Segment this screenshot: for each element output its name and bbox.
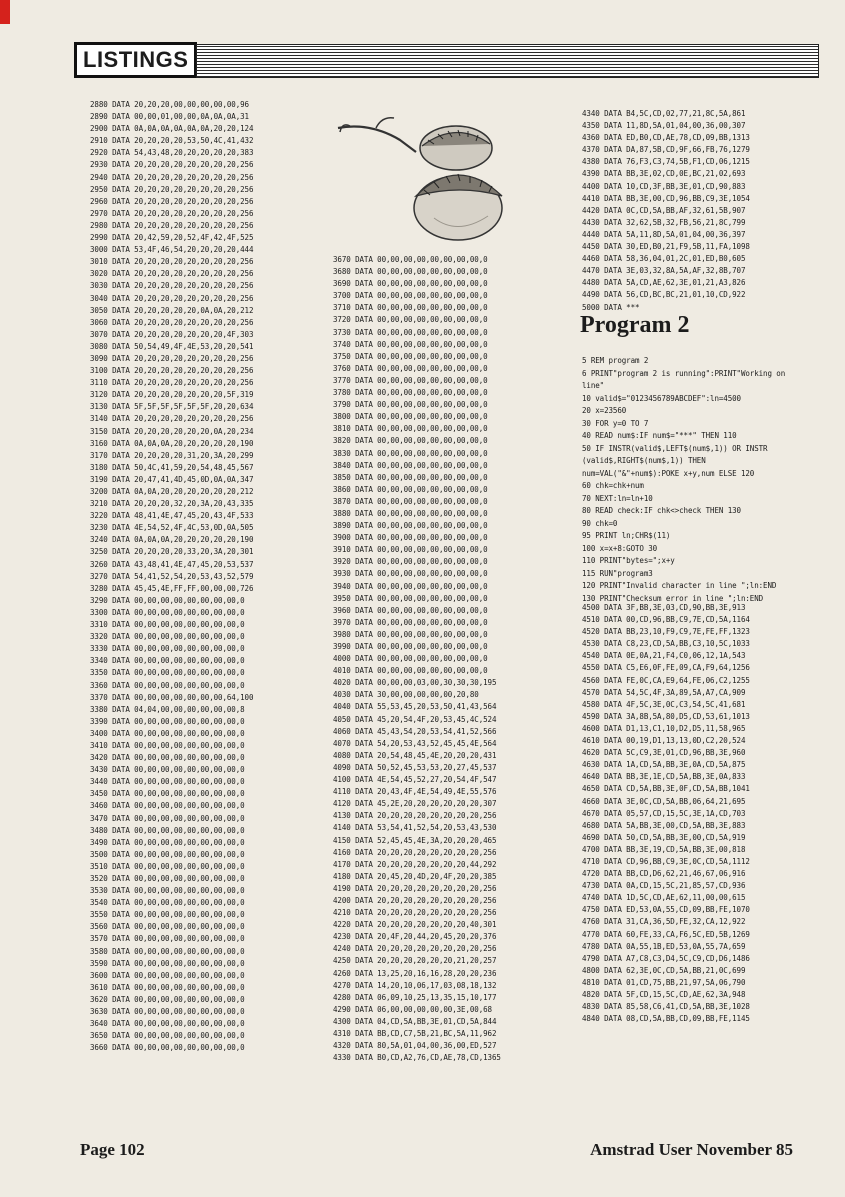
code-line: 3620 DATA 00,00,00,00,00,00,00,00,0	[90, 994, 245, 1004]
code-line: 3110 DATA 20,20,20,20,20,20,20,20,256	[90, 378, 254, 388]
code-line: 95 PRINT ln;CHR$(11)	[582, 531, 671, 540]
code-line: 3740 DATA 00,00,00,00,00,00,00,00,0	[333, 339, 488, 349]
code-line: 3770 DATA 00,00,00,00,00,00,00,00,0	[333, 375, 488, 385]
code-line: 60 chk=chk+num	[582, 481, 644, 490]
code-line: 3260 DATA 43,48,41,4E,47,45,20,53,537	[90, 559, 254, 569]
code-line: 4430 DATA 32,62,5B,32,FB,56,21,8C,799	[582, 217, 746, 227]
code-line: 3280 DATA 45,45,4E,FF,FF,00,00,00,726	[90, 583, 254, 593]
code-line: 3220 DATA 48,41,4E,47,45,20,43,4F,533	[90, 511, 254, 521]
code-line: 2950 DATA 20,20,20,20,20,20,20,20,256	[90, 184, 254, 194]
code-line: 4570 DATA 54,5C,4F,3A,89,5A,A7,CA,909	[582, 687, 746, 697]
code-line: 4150 DATA 52,45,45,4E,3A,20,20,20,465	[333, 835, 497, 845]
code-line: 4530 DATA C8,23,CD,5A,BB,C3,10,5C,1033	[582, 639, 750, 649]
code-line: 4190 DATA 20,20,20,20,20,20,20,20,256	[333, 883, 497, 893]
code-line: 4080 DATA 20,54,48,45,4E,20,20,20,431	[333, 750, 497, 760]
code-line: 3160 DATA 0A,0A,0A,20,20,20,20,20,190	[90, 438, 254, 448]
code-line: 3910 DATA 00,00,00,00,00,00,00,00,0	[333, 545, 488, 555]
code-line: 3100 DATA 20,20,20,20,20,20,20,20,256	[90, 366, 254, 376]
code-line: 3370 DATA 00,00,00,00,00,00,00,64,100	[90, 692, 254, 702]
code-line: 4140 DATA 53,54,41,52,54,20,53,43,530	[333, 823, 497, 833]
code-line: 3730 DATA 00,00,00,00,00,00,00,00,0	[333, 327, 488, 337]
code-line: 4660 DATA 3E,0C,CD,5A,BB,06,64,21,695	[582, 796, 746, 806]
code-line: 4000 DATA 00,00,00,00,00,00,00,00,0	[333, 654, 488, 664]
code-line: 3210 DATA 20,20,20,32,20,3A,20,43,335	[90, 499, 254, 509]
code-line: 4030 DATA 30,00,00,00,00,00,20,80	[333, 690, 479, 700]
code-line: 3830 DATA 00,00,00,00,00,00,00,00,0	[333, 448, 488, 458]
code-line: 4210 DATA 20,20,20,20,20,20,20,20,256	[333, 908, 497, 918]
code-line: 3640 DATA 00,00,00,00,00,00,00,00,0	[90, 1019, 245, 1029]
code-line: 4200 DATA 20,20,20,20,20,20,20,20,256	[333, 895, 497, 905]
code-line: 3930 DATA 00,00,00,00,00,00,00,00,0	[333, 569, 488, 579]
code-line: 3650 DATA 00,00,00,00,00,00,00,00,0	[90, 1031, 245, 1041]
code-line: 2930 DATA 20,20,20,20,20,20,20,20,256	[90, 160, 254, 170]
code-line: 4600 DATA D1,13,C1,10,D2,D5,11,58,965	[582, 723, 746, 733]
code-line: 4770 DATA 60,FE,33,CA,F6,5C,ED,5B,1269	[582, 929, 750, 939]
code-line: 3590 DATA 00,00,00,00,00,00,00,00,0	[90, 958, 245, 968]
section-header	[74, 42, 819, 76]
code-line: 4270 DATA 14,20,10,06,17,03,08,18,132	[333, 980, 497, 990]
code-line: 4440 DATA 5A,11,8D,5A,01,04,00,36,397	[582, 229, 746, 239]
code-line: 3020 DATA 20,20,20,20,20,20,20,20,256	[90, 269, 254, 279]
code-line: 30 FOR y=0 TO 7	[582, 418, 649, 428]
code-line: 4640 DATA BB,3E,1E,CD,5A,BB,3E,0A,833	[582, 772, 746, 782]
code-line: 3540 DATA 00,00,00,00,00,00,00,00,0	[90, 898, 245, 908]
code-line: 3230 DATA 4E,54,52,4F,4C,53,0D,0A,505	[90, 523, 254, 533]
code-line: 3510 DATA 00,00,00,00,00,00,00,00,0	[90, 861, 245, 871]
code-line: 3460 DATA 00,00,00,00,00,00,00,00,0	[90, 801, 245, 811]
code-line: 2940 DATA 20,20,20,20,20,20,20,20,256	[90, 172, 254, 182]
listing-column-5	[582, 602, 750, 1025]
code-line: 3790 DATA 00,00,00,00,00,00,00,00,0	[333, 400, 488, 410]
code-line: 3320 DATA 00,00,00,00,00,00,00,00,0	[90, 632, 245, 642]
code-line: 2890 DATA 00,00,01,00,00,0A,0A,0A,31	[90, 112, 249, 122]
code-line: 4350 DATA 11,8D,5A,01,04,00,36,00,307	[582, 121, 746, 131]
code-line: 3950 DATA 00,00,00,00,00,00,00,00,0	[333, 593, 488, 603]
code-line: 4820 DATA 5F,CD,15,5C,CD,AE,62,3A,948	[582, 990, 746, 999]
code-line: 3130 DATA 5F,5F,5F,5F,5F,5F,20,20,634	[90, 402, 254, 412]
code-line: 3850 DATA 00,00,00,00,00,00,00,00,0	[333, 472, 488, 482]
code-line: 4790 DATA A7,C8,C3,D4,5C,C9,CD,D6,1486	[582, 953, 750, 963]
code-line: 4670 DATA 05,57,CD,15,5C,3E,1A,CD,703	[582, 808, 746, 818]
code-line: 4360 DATA ED,B0,CD,AE,78,CD,09,BB,1313	[582, 133, 750, 143]
code-line: 4540 DATA 0E,0A,21,F4,C0,06,12,1A,543	[582, 651, 746, 661]
code-line: 4100 DATA 4E,54,45,52,27,20,54,4F,547	[333, 775, 497, 785]
code-line: 2960 DATA 20,20,20,20,20,20,20,20,256	[90, 196, 254, 206]
code-line: 3970 DATA 00,00,00,00,00,00,00,00,0	[333, 617, 488, 627]
code-line: 3530 DATA 00,00,00,00,00,00,00,00,0	[90, 886, 245, 896]
code-line: 2920 DATA 54,43,48,20,20,20,20,20,383	[90, 148, 254, 158]
code-line: 3400 DATA 00,00,00,00,00,00,00,00,0	[90, 728, 245, 738]
code-line: 3250 DATA 20,20,20,20,33,20,3A,20,301	[90, 547, 254, 557]
code-line: 4260 DATA 13,25,20,16,16,28,20,20,236	[333, 968, 497, 978]
code-line: 4560 DATA FE,0C,CA,E9,64,FE,06,C2,1255	[582, 675, 750, 685]
code-line: 4390 DATA BB,3E,02,CD,0E,BC,21,02,693	[582, 169, 746, 179]
code-line: 4460 DATA 58,36,04,01,2C,01,ED,B0,605	[582, 254, 746, 264]
code-line: 3890 DATA 00,00,00,00,00,00,00,00,0	[333, 521, 488, 531]
red-corner-mark	[0, 0, 10, 24]
code-line: 3660 DATA 00,00,00,00,00,00,00,00,0	[90, 1043, 245, 1053]
code-line: 3840 DATA 00,00,00,00,00,00,00,00,0	[333, 460, 488, 470]
code-line: 3450 DATA 00,00,00,00,00,00,00,00,0	[90, 789, 245, 799]
code-line: 4060 DATA 45,43,54,20,53,54,41,52,566	[333, 726, 497, 736]
code-line: 3690 DATA 00,00,00,00,00,00,00,00,0	[333, 279, 488, 289]
code-line: 4010 DATA 00,00,00,00,00,00,00,00,0	[333, 666, 488, 676]
code-line: 2980 DATA 20,20,20,20,20,20,20,20,256	[90, 220, 254, 230]
code-line: 3680 DATA 00,00,00,00,00,00,00,00,0	[333, 267, 488, 277]
code-line: 4840 DATA 08,CD,5A,BB,CD,09,BB,FE,1145	[582, 1014, 750, 1024]
code-line: 4220 DATA 20,20,20,20,20,20,20,40,301	[333, 920, 497, 930]
code-line: 2910 DATA 20,20,20,20,53,50,4C,41,432	[90, 136, 254, 146]
listing-column-3	[582, 108, 750, 314]
code-line: 2900 DATA 0A,0A,0A,0A,0A,0A,20,20,124	[90, 124, 254, 134]
code-line: 4710 DATA CD,96,BB,C9,3E,0C,CD,5A,1112	[582, 856, 750, 866]
code-line: 4760 DATA 31,CA,36,5D,FE,32,CA,12,922	[582, 917, 746, 927]
code-line: 130 PRINT"Checksum error in line ";ln:END	[582, 593, 764, 603]
code-line: 4040 DATA 55,53,45,20,53,50,41,43,564	[333, 702, 497, 712]
code-line: 3860 DATA 00,00,00,00,00,00,00,00,0	[333, 484, 488, 494]
code-line: 4450 DATA 30,ED,B0,21,F9,5B,11,FA,1098	[582, 242, 750, 252]
code-line: 4400 DATA 10,CD,3F,BB,3E,01,CD,90,883	[582, 181, 746, 191]
code-line: 4580 DATA 4F,5C,3E,0C,C3,54,5C,41,681	[582, 699, 746, 709]
code-line: 4370 DATA DA,87,5B,CD,9F,66,FB,76,1279	[582, 145, 750, 155]
code-line: 3750 DATA 00,00,00,00,00,00,00,00,0	[333, 351, 488, 361]
code-line: 4830 DATA 85,58,C6,41,CD,5A,BB,3E,1028	[582, 1002, 750, 1012]
code-line: 4500 DATA 3F,BB,3E,03,CD,90,BB,3E,913	[582, 603, 746, 612]
code-line: 3900 DATA 00,00,00,00,00,00,00,00,0	[333, 533, 488, 543]
code-line: 3710 DATA 00,00,00,00,00,00,00,00,0	[333, 303, 488, 313]
code-line: 4230 DATA 20,4F,20,44,20,45,20,20,376	[333, 932, 497, 942]
page-number: Page 102	[80, 1140, 145, 1159]
code-line: 3010 DATA 20,20,20,20,20,20,20,20,256	[90, 257, 254, 267]
code-line: 4250 DATA 20,20,20,20,20,20,21,20,257	[333, 956, 497, 966]
code-line: 5000 DATA ***	[582, 302, 640, 312]
code-line: 3390 DATA 00,00,00,00,00,00,00,00,0	[90, 716, 245, 726]
code-line: 4180 DATA 20,45,20,4D,20,4F,20,20,385	[333, 871, 497, 881]
code-line: 3960 DATA 00,00,00,00,00,00,00,00,0	[333, 605, 488, 615]
code-line: 3300 DATA 00,00,00,00,00,00,00,00,0	[90, 607, 245, 617]
code-line: 3200 DATA 0A,0A,20,20,20,20,20,20,212	[90, 487, 254, 496]
acorn-illustration	[330, 100, 530, 250]
code-line: 80 READ check:IF chk<>check THEN 130	[582, 506, 741, 515]
code-line: 4420 DATA 0C,CD,5A,BB,AF,32,61,5B,907	[582, 205, 746, 215]
code-line: 4240 DATA 20,20,20,20,20,20,20,20,256	[333, 944, 497, 954]
code-line: 4470 DATA 3E,03,32,8A,5A,AF,32,8B,707	[582, 266, 746, 276]
code-line: 3340 DATA 00,00,00,00,00,00,00,00,0	[90, 656, 245, 666]
code-line: 4720 DATA BB,CD,D6,62,21,46,67,06,916	[582, 869, 746, 879]
code-line: 3480 DATA 00,00,00,00,00,00,00,00,0	[90, 825, 245, 835]
code-line: 3760 DATA 00,00,00,00,00,00,00,00,0	[333, 363, 488, 373]
program-2-basic-listing	[582, 355, 797, 605]
code-line: 3920 DATA 00,00,00,00,00,00,00,00,0	[333, 557, 488, 567]
code-line: 4810 DATA 01,CD,75,BB,21,97,5A,06,790	[582, 977, 746, 987]
code-line: 4410 DATA BB,3E,00,CD,96,BB,C9,3E,1054	[582, 193, 750, 203]
code-line: 3550 DATA 00,00,00,00,00,00,00,00,0	[90, 910, 245, 920]
code-line: 120 PRINT"Invalid character in line ";ln:END	[582, 581, 777, 590]
code-line: 3190 DATA 20,47,41,4D,45,0D,0A,0A,347	[90, 474, 254, 484]
code-line: 3720 DATA 00,00,00,00,00,00,00,00,0	[333, 315, 488, 325]
code-line: 3380 DATA 04,04,00,00,00,00,00,00,8	[90, 704, 245, 714]
code-line: 115 RUN"program3	[582, 568, 653, 578]
code-line: 4330 DATA B0,CD,A2,76,CD,AE,78,CD,1365	[333, 1053, 501, 1063]
code-line: 4690 DATA 50,CD,5A,BB,3E,00,CD,5A,919	[582, 832, 746, 842]
code-line: 3120 DATA 20,20,20,20,20,20,20,5F,319	[90, 390, 254, 400]
code-line: 3580 DATA 00,00,00,00,00,00,00,00,0	[90, 946, 245, 956]
code-line: 4700 DATA BB,3E,19,CD,5A,BB,3E,00,818	[582, 844, 746, 854]
code-line: 40 READ num$:IF num$="***" THEN 110	[582, 431, 737, 440]
code-line: 110 PRINT"bytes=";x+y	[582, 556, 675, 565]
code-line: 3430 DATA 00,00,00,00,00,00,00,00,0	[90, 765, 245, 775]
code-line: 3820 DATA 00,00,00,00,00,00,00,00,0	[333, 436, 488, 446]
code-line: 50 IF INSTR(valid$,LEFT$(num$,1)) OR INSTR (valid$,RIGHT$(num$,1)) THEN num=VAL("&"+num$):POKE x+y,num ELSE 120	[582, 443, 772, 478]
code-line: 3780 DATA 00,00,00,00,00,00,00,00,0	[333, 388, 488, 398]
code-line: 10 valid$="0123456789ABCDEF":ln=4500	[582, 393, 741, 403]
code-line: 3420 DATA 00,00,00,00,00,00,00,00,0	[90, 753, 245, 763]
code-line: 4280 DATA 06,09,10,25,13,35,15,10,177	[333, 992, 497, 1002]
code-line: 3570 DATA 00,00,00,00,00,00,00,00,0	[90, 934, 245, 944]
code-line: 2880 DATA 20,20,20,00,00,00,00,00,96	[90, 100, 249, 109]
code-line: 3140 DATA 20,20,20,20,20,20,20,20,256	[90, 414, 254, 424]
code-line: 2970 DATA 20,20,20,20,20,20,20,20,256	[90, 208, 254, 218]
program-2-heading: Program 2	[580, 312, 690, 338]
code-line: 4740 DATA 1D,5C,CD,AE,62,11,00,00,615	[582, 893, 746, 903]
code-line: 5 REM program 2	[582, 356, 649, 365]
code-line: 90 chk=0	[582, 518, 618, 528]
code-line: 3180 DATA 50,4C,41,59,20,54,48,45,567	[90, 462, 254, 472]
code-line: 4610 DATA 00,19,D1,13,13,0D,C2,20,524	[582, 736, 746, 746]
code-line: 3870 DATA 00,00,00,00,00,00,00,00,0	[333, 496, 488, 506]
section-title: LISTINGS	[74, 42, 197, 78]
code-line: 3040 DATA 20,20,20,20,20,20,20,20,256	[90, 293, 254, 303]
listing-column-2	[333, 254, 501, 1064]
code-line: 4780 DATA 0A,55,1B,ED,53,0A,55,7A,659	[582, 941, 746, 951]
issue-info: Amstrad User November 85	[590, 1140, 793, 1159]
code-line: 3500 DATA 00,00,00,00,00,00,00,00,0	[90, 849, 245, 859]
code-line: 3060 DATA 20,20,20,20,20,20,20,20,256	[90, 317, 254, 327]
code-line: 70 NEXT:ln=ln+10	[582, 493, 653, 503]
code-line: 3150 DATA 20,20,20,20,20,20,0A,20,234	[90, 426, 254, 436]
code-line: 4160 DATA 20,20,20,20,20,20,20,20,256	[333, 847, 497, 857]
code-line: 4050 DATA 45,20,54,4F,20,53,45,4C,524	[333, 714, 497, 724]
code-line: 3600 DATA 00,00,00,00,00,00,00,00,0	[90, 970, 245, 980]
code-line: 3490 DATA 00,00,00,00,00,00,00,00,0	[90, 837, 245, 847]
code-line: 3270 DATA 54,41,52,54,20,53,43,52,579	[90, 571, 254, 581]
code-line: 3800 DATA 00,00,00,00,00,00,00,00,0	[333, 412, 488, 422]
code-line: 3560 DATA 00,00,00,00,00,00,00,00,0	[90, 922, 245, 932]
code-line: 20 x=23560	[582, 406, 627, 415]
code-line: 4590 DATA 3A,8B,5A,80,D5,CD,53,61,1013	[582, 711, 750, 721]
code-line: 4750 DATA ED,53,0A,55,CD,09,BB,FE,1070	[582, 905, 750, 915]
code-line: 4730 DATA 0A,CD,15,5C,21,85,57,CD,936	[582, 881, 746, 891]
code-line: 4520 DATA BB,23,10,F9,C9,7E,FE,FF,1323	[582, 627, 750, 637]
code-line: 3670 DATA 00,00,00,00,00,00,00,00,0	[333, 255, 488, 264]
code-line: 3810 DATA 00,00,00,00,00,00,00,00,0	[333, 424, 488, 434]
code-line: 3240 DATA 0A,0A,0A,20,20,20,20,20,190	[90, 535, 254, 545]
code-line: 4070 DATA 54,20,53,43,52,45,45,4E,564	[333, 738, 497, 748]
code-line: 4170 DATA 20,20,20,20,20,20,20,44,292	[333, 859, 497, 869]
code-line: 4650 DATA CD,5A,BB,3E,0F,CD,5A,BB,1041	[582, 784, 750, 794]
code-line: 3080 DATA 50,54,49,4F,4E,53,20,20,541	[90, 341, 254, 351]
code-line: 3470 DATA 00,00,00,00,00,00,00,00,0	[90, 813, 245, 823]
code-line: 4090 DATA 50,52,45,53,53,20,27,45,537	[333, 762, 497, 772]
code-line: 4340 DATA B4,5C,CD,02,77,21,8C,5A,861	[582, 109, 746, 118]
code-line: 4130 DATA 20,20,20,20,20,20,20,20,256	[333, 811, 497, 821]
code-line: 4310 DATA BB,CD,C7,5B,21,BC,5A,11,962	[333, 1029, 497, 1038]
code-line: 3880 DATA 00,00,00,00,00,00,00,00,0	[333, 508, 488, 518]
code-line: 4510 DATA 00,CD,96,BB,C9,7E,CD,5A,1164	[582, 615, 750, 625]
code-line: 100 x=x+8:GOTO 30	[582, 543, 658, 553]
code-line: 3980 DATA 00,00,00,00,00,00,00,00,0	[333, 629, 488, 639]
code-line: 6 PRINT"program 2 is running":PRINT"Working on line"	[582, 368, 790, 390]
code-line: 4680 DATA 5A,BB,3E,00,CD,5A,BB,3E,883	[582, 820, 746, 830]
code-line: 4800 DATA 62,3E,0C,CD,5A,BB,21,0C,699	[582, 965, 746, 975]
code-line: 3170 DATA 20,20,20,20,31,20,3A,20,299	[90, 450, 254, 460]
code-line: 4620 DATA 5C,C9,3E,01,CD,96,BB,3E,960	[582, 748, 746, 758]
code-line: 3610 DATA 00,00,00,00,00,00,00,00,0	[90, 982, 245, 992]
code-line: 3410 DATA 00,00,00,00,00,00,00,00,0	[90, 740, 245, 750]
code-line: 4480 DATA 5A,CD,AE,62,3E,01,21,A3,826	[582, 278, 746, 288]
code-line: 3050 DATA 20,20,20,20,20,0A,0A,20,212	[90, 305, 254, 315]
code-line: 3330 DATA 00,00,00,00,00,00,00,00,0	[90, 644, 245, 654]
code-line: 4120 DATA 45,2E,20,20,20,20,20,20,307	[333, 799, 497, 809]
listing-column-1	[90, 99, 253, 1054]
code-line: 3360 DATA 00,00,00,00,00,00,00,00,0	[90, 680, 245, 690]
code-line: 4630 DATA 1A,CD,5A,BB,3E,0A,CD,5A,875	[582, 760, 746, 770]
code-line: 3990 DATA 00,00,00,00,00,00,00,00,0	[333, 642, 488, 651]
code-line: 4320 DATA 80,5A,01,04,00,36,00,ED,527	[333, 1041, 497, 1051]
code-line: 4290 DATA 06,00,00,00,00,00,3E,00,68	[333, 1004, 492, 1014]
code-line: 3350 DATA 00,00,00,00,00,00,00,00,0	[90, 668, 245, 678]
code-line: 3940 DATA 00,00,00,00,00,00,00,00,0	[333, 581, 488, 591]
code-line: 4110 DATA 20,43,4F,4E,54,49,4E,55,576	[333, 787, 497, 797]
code-line: 3030 DATA 20,20,20,20,20,20,20,20,256	[90, 281, 254, 291]
header-hatched-bar	[196, 44, 819, 78]
code-line: 3310 DATA 00,00,00,00,00,00,00,00,0	[90, 620, 245, 630]
code-line: 3070 DATA 20,20,20,20,20,20,20,4F,303	[90, 329, 254, 339]
code-line: 4490 DATA 56,CD,BC,BC,21,01,10,CD,922	[582, 290, 746, 300]
code-line: 3290 DATA 00,00,00,00,00,00,00,00,0	[90, 595, 245, 605]
code-line: 2990 DATA 20,42,59,20,52,4F,42,4F,525	[90, 233, 254, 243]
code-line: 3440 DATA 00,00,00,00,00,00,00,00,0	[90, 777, 245, 787]
code-line: 4020 DATA 00,00,00,03,00,30,30,30,195	[333, 678, 497, 688]
code-line: 4380 DATA 76,F3,C3,74,5B,F1,CD,06,1215	[582, 157, 750, 167]
code-line: 3520 DATA 00,00,00,00,00,00,00,00,0	[90, 874, 245, 883]
code-line: 4300 DATA 04,CD,5A,BB,3E,01,CD,5A,844	[333, 1016, 497, 1026]
code-line: 3000 DATA 53,4F,46,54,20,20,20,20,444	[90, 245, 254, 255]
code-line: 3630 DATA 00,00,00,00,00,00,00,00,0	[90, 1007, 245, 1017]
code-line: 4550 DATA C5,E6,0F,FE,09,CA,F9,64,1256	[582, 663, 750, 673]
code-line: 3700 DATA 00,00,00,00,00,00,00,00,0	[333, 291, 488, 301]
code-line: 3090 DATA 20,20,20,20,20,20,20,20,256	[90, 353, 254, 363]
